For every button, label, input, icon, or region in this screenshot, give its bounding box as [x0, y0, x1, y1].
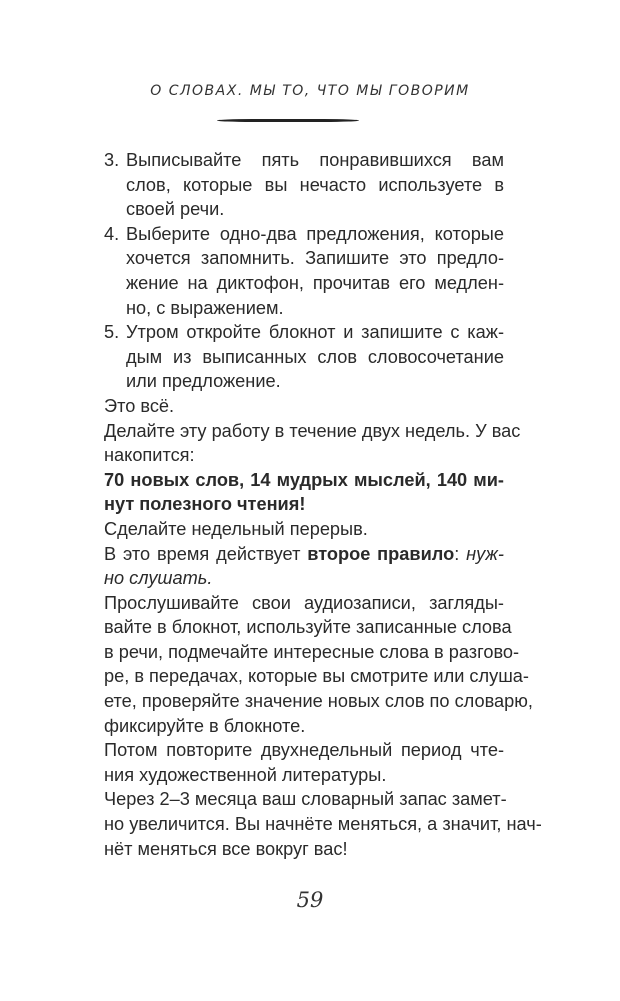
- text-line: но, с выражением.: [126, 297, 284, 318]
- paragraph: [104, 394, 504, 419]
- text-line: накопится:: [104, 445, 195, 466]
- text-line: хочется запомнить. Запишите это предло-: [126, 248, 504, 269]
- page-body: [104, 148, 542, 861]
- text-line: ния художественной литературы.: [104, 764, 387, 785]
- italic-term: нуж-: [466, 543, 504, 564]
- paragraph: [104, 542, 504, 591]
- text-line: [104, 542, 504, 567]
- list-item-number: 3.: [104, 150, 120, 170]
- text-line: вайте в блокнот, используйте записанные слова: [104, 617, 512, 638]
- running-header: О СЛОВАХ. МЫ ТО, ЧТО МЫ ГОВОРИМ: [150, 83, 470, 99]
- text-line: Через 2–3 месяца ваш словарный запас замет-: [104, 789, 507, 810]
- page-number: 59: [296, 888, 324, 912]
- emphasis-paragraph: [104, 468, 504, 517]
- text-line: Выберите одно-два предложения, которые: [126, 223, 504, 244]
- text-run: В это время действует: [104, 543, 308, 564]
- paragraph: [104, 591, 533, 739]
- text-line: Делайте эту работу в течение двух недель. У вас: [104, 420, 521, 441]
- text-line: но увеличится. Вы начнёте меняться, а значит, нач-: [104, 814, 542, 835]
- list-item-number: 5.: [104, 322, 120, 343]
- paragraph: [104, 738, 504, 787]
- text-line: Прослушивайте свои аудиозаписи, загляды-: [104, 592, 504, 613]
- text-run: :: [454, 543, 467, 564]
- text-line: Сделайте недельный перерыв.: [104, 518, 368, 539]
- text-line: Потом повторите двухнедельный период чте-: [104, 740, 504, 761]
- text-line: фиксируйте в блокноте.: [104, 715, 306, 736]
- text-line: нут полезного чтения!: [104, 494, 306, 515]
- text-line: в речи, подмечайте интересные слова в разгово-: [104, 641, 520, 662]
- bold-term: второе правило: [307, 543, 455, 564]
- paragraph: [104, 517, 504, 542]
- text-line: Выписывайте пять понравившихся вам: [126, 150, 504, 170]
- list-item: [104, 320, 504, 394]
- text-line: дым из выписанных слов словосочетание: [126, 346, 504, 367]
- paragraph: [104, 419, 521, 468]
- list-item: [104, 222, 504, 320]
- text-line: 70 новых слов, 14 мудрых мыслей, 140 ми-: [104, 469, 504, 490]
- text-line: или предложение.: [126, 371, 281, 392]
- header-rule: [217, 119, 359, 122]
- text-line: жение на диктофон, прочитав его медлен-: [126, 272, 504, 293]
- text-line: Это всё.: [104, 395, 175, 416]
- text-line: ете, проверяйте значение новых слов по словарю,: [104, 691, 533, 712]
- text-line: но слушать.: [104, 568, 213, 589]
- text-line: слов, которые вы нечасто используете в: [126, 174, 504, 195]
- text-line: ре, в передачах, которые вы смотрите или слуша-: [104, 666, 529, 687]
- text-line: нёт меняться все вокруг вас!: [104, 838, 348, 859]
- text-line: Утром откройте блокнот и запишите с каж-: [126, 322, 504, 343]
- text-line: своей речи.: [126, 199, 225, 220]
- paragraph: [104, 787, 542, 861]
- list-item-number: 4.: [104, 223, 120, 244]
- list-item: [104, 148, 504, 222]
